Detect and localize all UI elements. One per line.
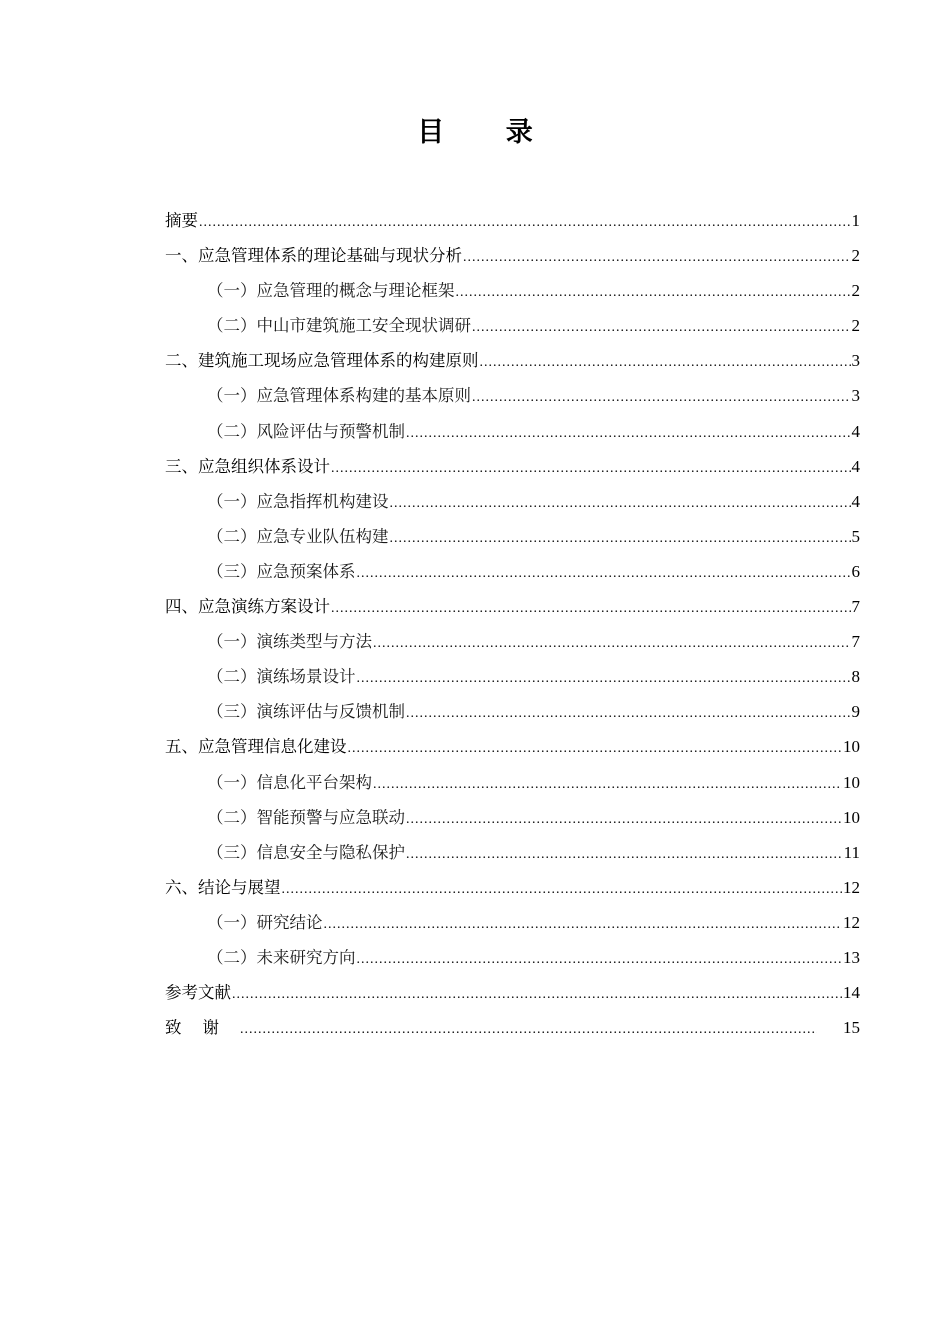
toc-entry-section-1-2[interactable] [165,308,860,343]
toc-entry-section-4-1[interactable] [165,624,860,659]
toc-dot-leader [348,731,843,766]
toc-entry-chapter-5[interactable] [165,729,860,764]
toc-entry-title: （二）风险评估与预警机制 [207,421,405,441]
toc-entry-section-4-3[interactable] [165,694,860,729]
toc-entry-section-6-2[interactable] [165,940,860,975]
toc-page-number: 7 [851,632,860,652]
toc-page-number: 8 [851,667,860,687]
toc-entry-chapter-4[interactable] [165,589,860,624]
toc-entry-chapter-1[interactable] [165,238,860,273]
toc-entry-section-2-2[interactable] [165,414,860,449]
toc-entry-section-5-1[interactable] [165,765,860,800]
toc-page-number: 4 [851,491,860,511]
toc-page-number: 3 [851,386,860,406]
toc-page-number: 5 [851,526,860,546]
toc-dot-leader [199,205,851,240]
toc-entry-section-3-2[interactable] [165,519,860,554]
toc-dot-leader [282,872,843,907]
toc-page-number: 10 [843,737,860,757]
toc-dot-leader [480,345,851,380]
toc-entry-title: （二）智能预警与应急联动 [207,807,405,827]
toc-dot-leader [456,275,851,310]
toc-entry-section-5-3[interactable] [165,835,860,870]
toc-dot-leader [373,626,851,661]
toc-page-number: 15 [843,1018,860,1038]
toc-dot-leader [373,767,842,802]
toc-dot-leader [463,240,851,275]
toc-page-number: 13 [843,947,860,967]
toc-page-number: 14 [843,983,860,1003]
toc-entry-title: （二）中山市建筑施工安全现状调研 [207,316,471,336]
toc-dot-leader [472,310,851,345]
toc-entry-title: （二）演练场景设计 [207,667,356,687]
toc-entry-title: 摘要 [165,211,198,230]
toc-entry-title: （一）应急管理的概念与理论框架 [207,281,455,301]
toc-page-number: 2 [851,316,860,336]
toc-entry-section-3-1[interactable] [165,484,860,519]
page-title: 目 录 [417,117,559,148]
toc-entry-title: （一）应急管理体系构建的基本原则 [207,386,471,406]
toc-page-number: 2 [851,281,860,301]
toc-entry-title: （一）演练类型与方法 [207,632,372,652]
toc-dot-leader [406,696,851,731]
toc-page-number: 10 [843,807,860,827]
toc-entry-title: 三、应急组织体系设计 [165,456,330,476]
toc-entry-chapter-2[interactable] [165,343,860,378]
toc-dot-leader [390,521,851,556]
toc-entry-title: （二）应急专业队伍构建 [207,526,389,546]
toc-page-number: 2 [851,246,860,266]
toc-dot-leader [406,416,851,451]
toc-entry-chapter-3[interactable] [165,449,860,484]
toc-entry-title: 参考文献 [165,983,231,1003]
toc-entry-title: （一）应急指挥机构建设 [207,491,389,511]
toc-entry-title: 一、应急管理体系的理论基础与现状分析 [165,246,462,266]
toc-entry-section-6-1[interactable] [165,905,860,940]
toc-entry-title: 四、应急演练方案设计 [165,597,330,617]
table-of-contents [165,203,860,1045]
toc-dot-leader [390,486,851,521]
toc-entry-section-4-2[interactable] [165,659,860,694]
toc-page-number: 12 [843,877,860,897]
toc-entry-title: 二、建筑施工现场应急管理体系的构建原则 [165,351,479,371]
toc-page-number: 1 [851,211,860,230]
toc-entry-chapter-6[interactable] [165,870,860,905]
toc-page-number: 3 [851,351,860,371]
toc-entry-section-3-3[interactable] [165,554,860,589]
toc-entry-title: （二）未来研究方向 [207,947,356,967]
toc-entry-title: 致谢 [165,1018,240,1038]
toc-entry-section-2-1[interactable] [165,378,860,413]
toc-dot-leader [406,837,843,872]
toc-dot-leader [331,451,851,486]
toc-dot-leader [357,556,851,591]
toc-entry-acknowledgements[interactable] [165,1010,860,1045]
toc-page-number: 11 [843,842,860,862]
toc-entry-title: （三）应急预案体系 [207,561,356,581]
toc-page-number: 10 [843,772,860,792]
toc-page-number: 6 [851,561,860,581]
toc-dot-leader [406,802,842,837]
toc-dot-leader [240,1012,817,1047]
toc-dot-leader [232,977,842,1012]
toc-page-number: 4 [851,421,860,441]
toc-dot-leader [357,942,843,977]
toc-page-number: 9 [851,702,860,722]
toc-page-number: 4 [851,456,860,476]
toc-entry-title: （一）信息化平台架构 [207,772,372,792]
toc-dot-leader [324,907,843,942]
toc-entry-abstract[interactable] [165,203,860,238]
toc-entry-title: （三）信息安全与隐私保护 [207,842,405,862]
toc-entry-references[interactable] [165,975,860,1010]
toc-entry-title: （一）研究结论 [207,912,323,932]
toc-entry-title: 六、结论与展望 [165,877,281,897]
toc-dot-leader [331,591,851,626]
toc-entry-section-5-2[interactable] [165,800,860,835]
toc-entry-title: 五、应急管理信息化建设 [165,737,347,757]
toc-dot-leader [472,380,851,415]
toc-dot-leader [357,661,851,696]
toc-page-number: 7 [851,597,860,617]
toc-entry-section-1-1[interactable] [165,273,860,308]
toc-page-number: 12 [843,912,860,932]
toc-entry-title: （三）演练评估与反馈机制 [207,702,405,722]
